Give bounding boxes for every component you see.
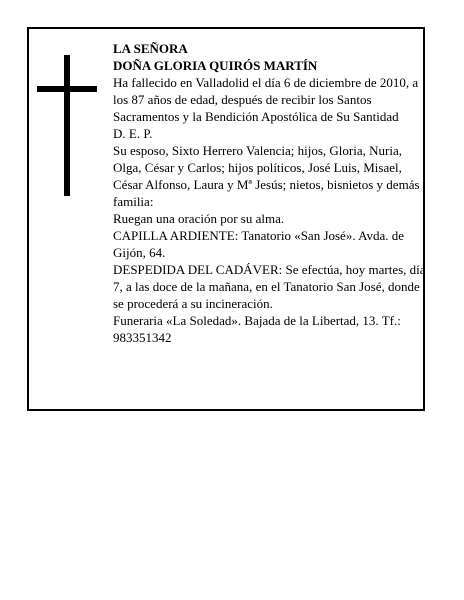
notice-text	[113, 40, 429, 346]
funeral-home: Funeraria «La Soledad». Bajada de la Libertad, 13. Tf.: 983351342	[113, 313, 401, 345]
funeral-chapel: CAPILLA ARDIENTE: Tanatorio «San José». Avda. de Gijón, 64.	[113, 228, 405, 260]
notice-heading: LA SEÑORA	[113, 41, 188, 56]
prayer-request: Ruegan una oración por su alma.	[113, 211, 285, 226]
cross-icon	[37, 55, 97, 196]
rest-in-peace: D. E. P.	[113, 126, 153, 141]
cross-horizontal-bar	[37, 86, 97, 92]
cross-vertical-bar	[64, 55, 70, 196]
family-list: Su esposo, Sixto Herrero Valencia; hijos, Gloria, Nuria, Olga, César y Carlos; hijos políticos, José Luis, Misael, César Alfonso, Laura y Mª Jesús; nietos, bisnietos y demás familia:	[113, 143, 420, 209]
farewell-service: DESPEDIDA DEL CADÁVER: Se efectúa, hoy martes, día 7, a las doce de la mañana, en el Tanatorio San José, donde se procederá a su incineración.	[113, 262, 426, 311]
deceased-name: DOÑA GLORIA QUIRÓS MARTÍN	[113, 58, 318, 73]
death-announcement: Ha fallecido en Valladolid el día 6 de diciembre de 2010, a los 87 años de edad, después de recibir los Santos Sacramentos y la Bendición Apostólica de Su Santidad	[113, 75, 419, 124]
